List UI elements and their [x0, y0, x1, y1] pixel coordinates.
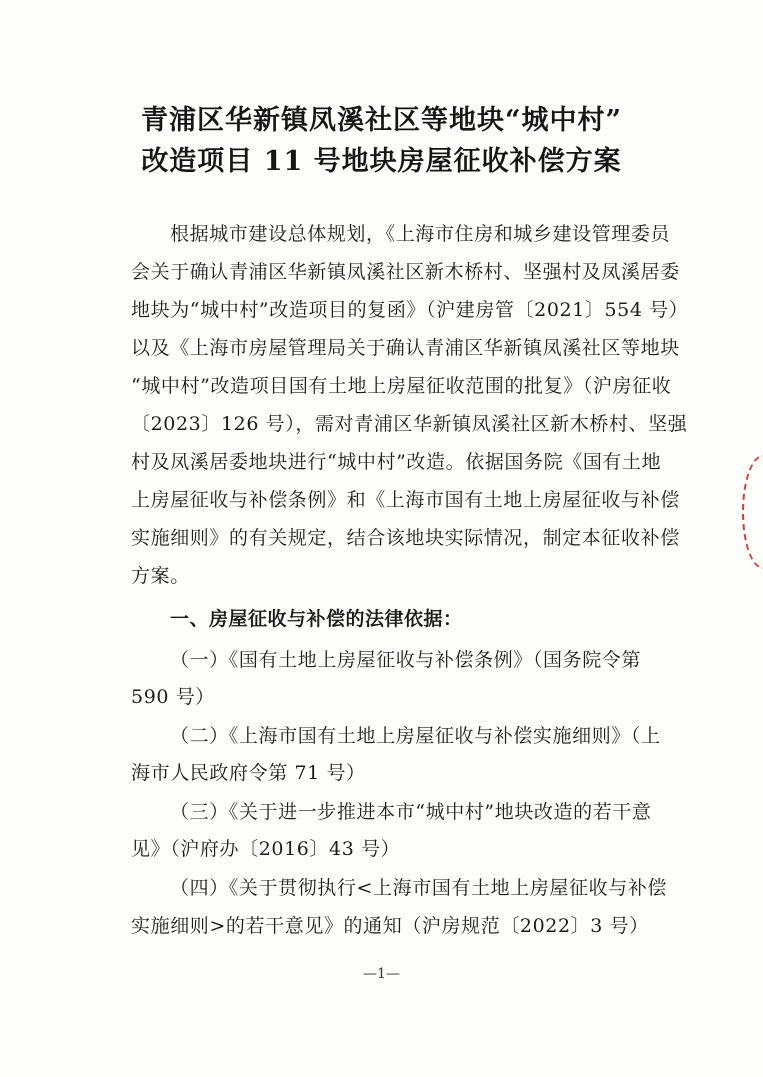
paragraph-line: “城中村”改造项目国有土地上房屋征收范围的批复》（沪房征收	[131, 375, 672, 397]
paragraph-line: 上房屋征收与补偿条例》和《上海市国有土地上房屋征收与补偿	[131, 489, 680, 511]
document-title-line-2: 改造项目 11 号地块房屋征收补偿方案	[141, 146, 622, 177]
section-heading: 一、房屋征收与补偿的法律依据：	[170, 608, 463, 630]
paragraph-line: 村及凤溪居委地块进行“城中村”改造。依据国务院《国有土地	[131, 451, 662, 473]
paragraph-line: 以及《上海市房屋管理局关于确认青浦区华新镇凤溪社区等地块	[131, 337, 680, 359]
legal-basis-item-line: （三）《关于进一步推进本市“城中村”地块改造的若干意	[170, 801, 652, 823]
legal-basis-item-line: 590 号）	[131, 686, 215, 708]
paragraph-line: 地块为“城中村”改造项目的复函》（沪建房管〔2021〕554 号）	[131, 299, 689, 321]
paragraph-line: 根据城市建设总体规划，《上海市住房和城乡建设管理委员	[170, 223, 671, 245]
legal-basis-item-line: （一）《国有土地上房屋征收与补偿条例》（国务院令第	[170, 649, 642, 671]
paragraph-line: 会关于确认青浦区华新镇凤溪社区新木桥村、坚强村及凤溪居委	[131, 261, 680, 283]
paragraph-line: 〔2023〕126 号），需对青浦区华新镇凤溪社区新木桥村、坚强	[131, 413, 688, 435]
legal-basis-item-line: 见》（沪府办〔2016〕43 号）	[131, 838, 401, 860]
document-title-line-1: 青浦区华新镇凤溪社区等地块“城中村”	[140, 105, 623, 136]
paragraph-line: 方案。	[131, 565, 190, 587]
page-number: —1—	[363, 966, 400, 982]
legal-basis-item-line: （二）《上海市国有土地上房屋征收与补偿实施细则》（上	[170, 725, 661, 747]
legal-basis-item-line: 海市人民政府令第 71 号）	[131, 762, 366, 784]
official-seal-fragment	[742, 455, 763, 569]
paragraph-line: 实施细则》的有关规定，结合该地块实际情况，制定本征收补偿	[131, 527, 680, 549]
legal-basis-item-line: 实施细则>的若干意见》的通知（沪房规范〔2022〕3 号）	[131, 915, 649, 937]
legal-basis-item-line: （四）《关于贯彻执行<上海市国有土地上房屋征收与补偿	[170, 877, 668, 899]
